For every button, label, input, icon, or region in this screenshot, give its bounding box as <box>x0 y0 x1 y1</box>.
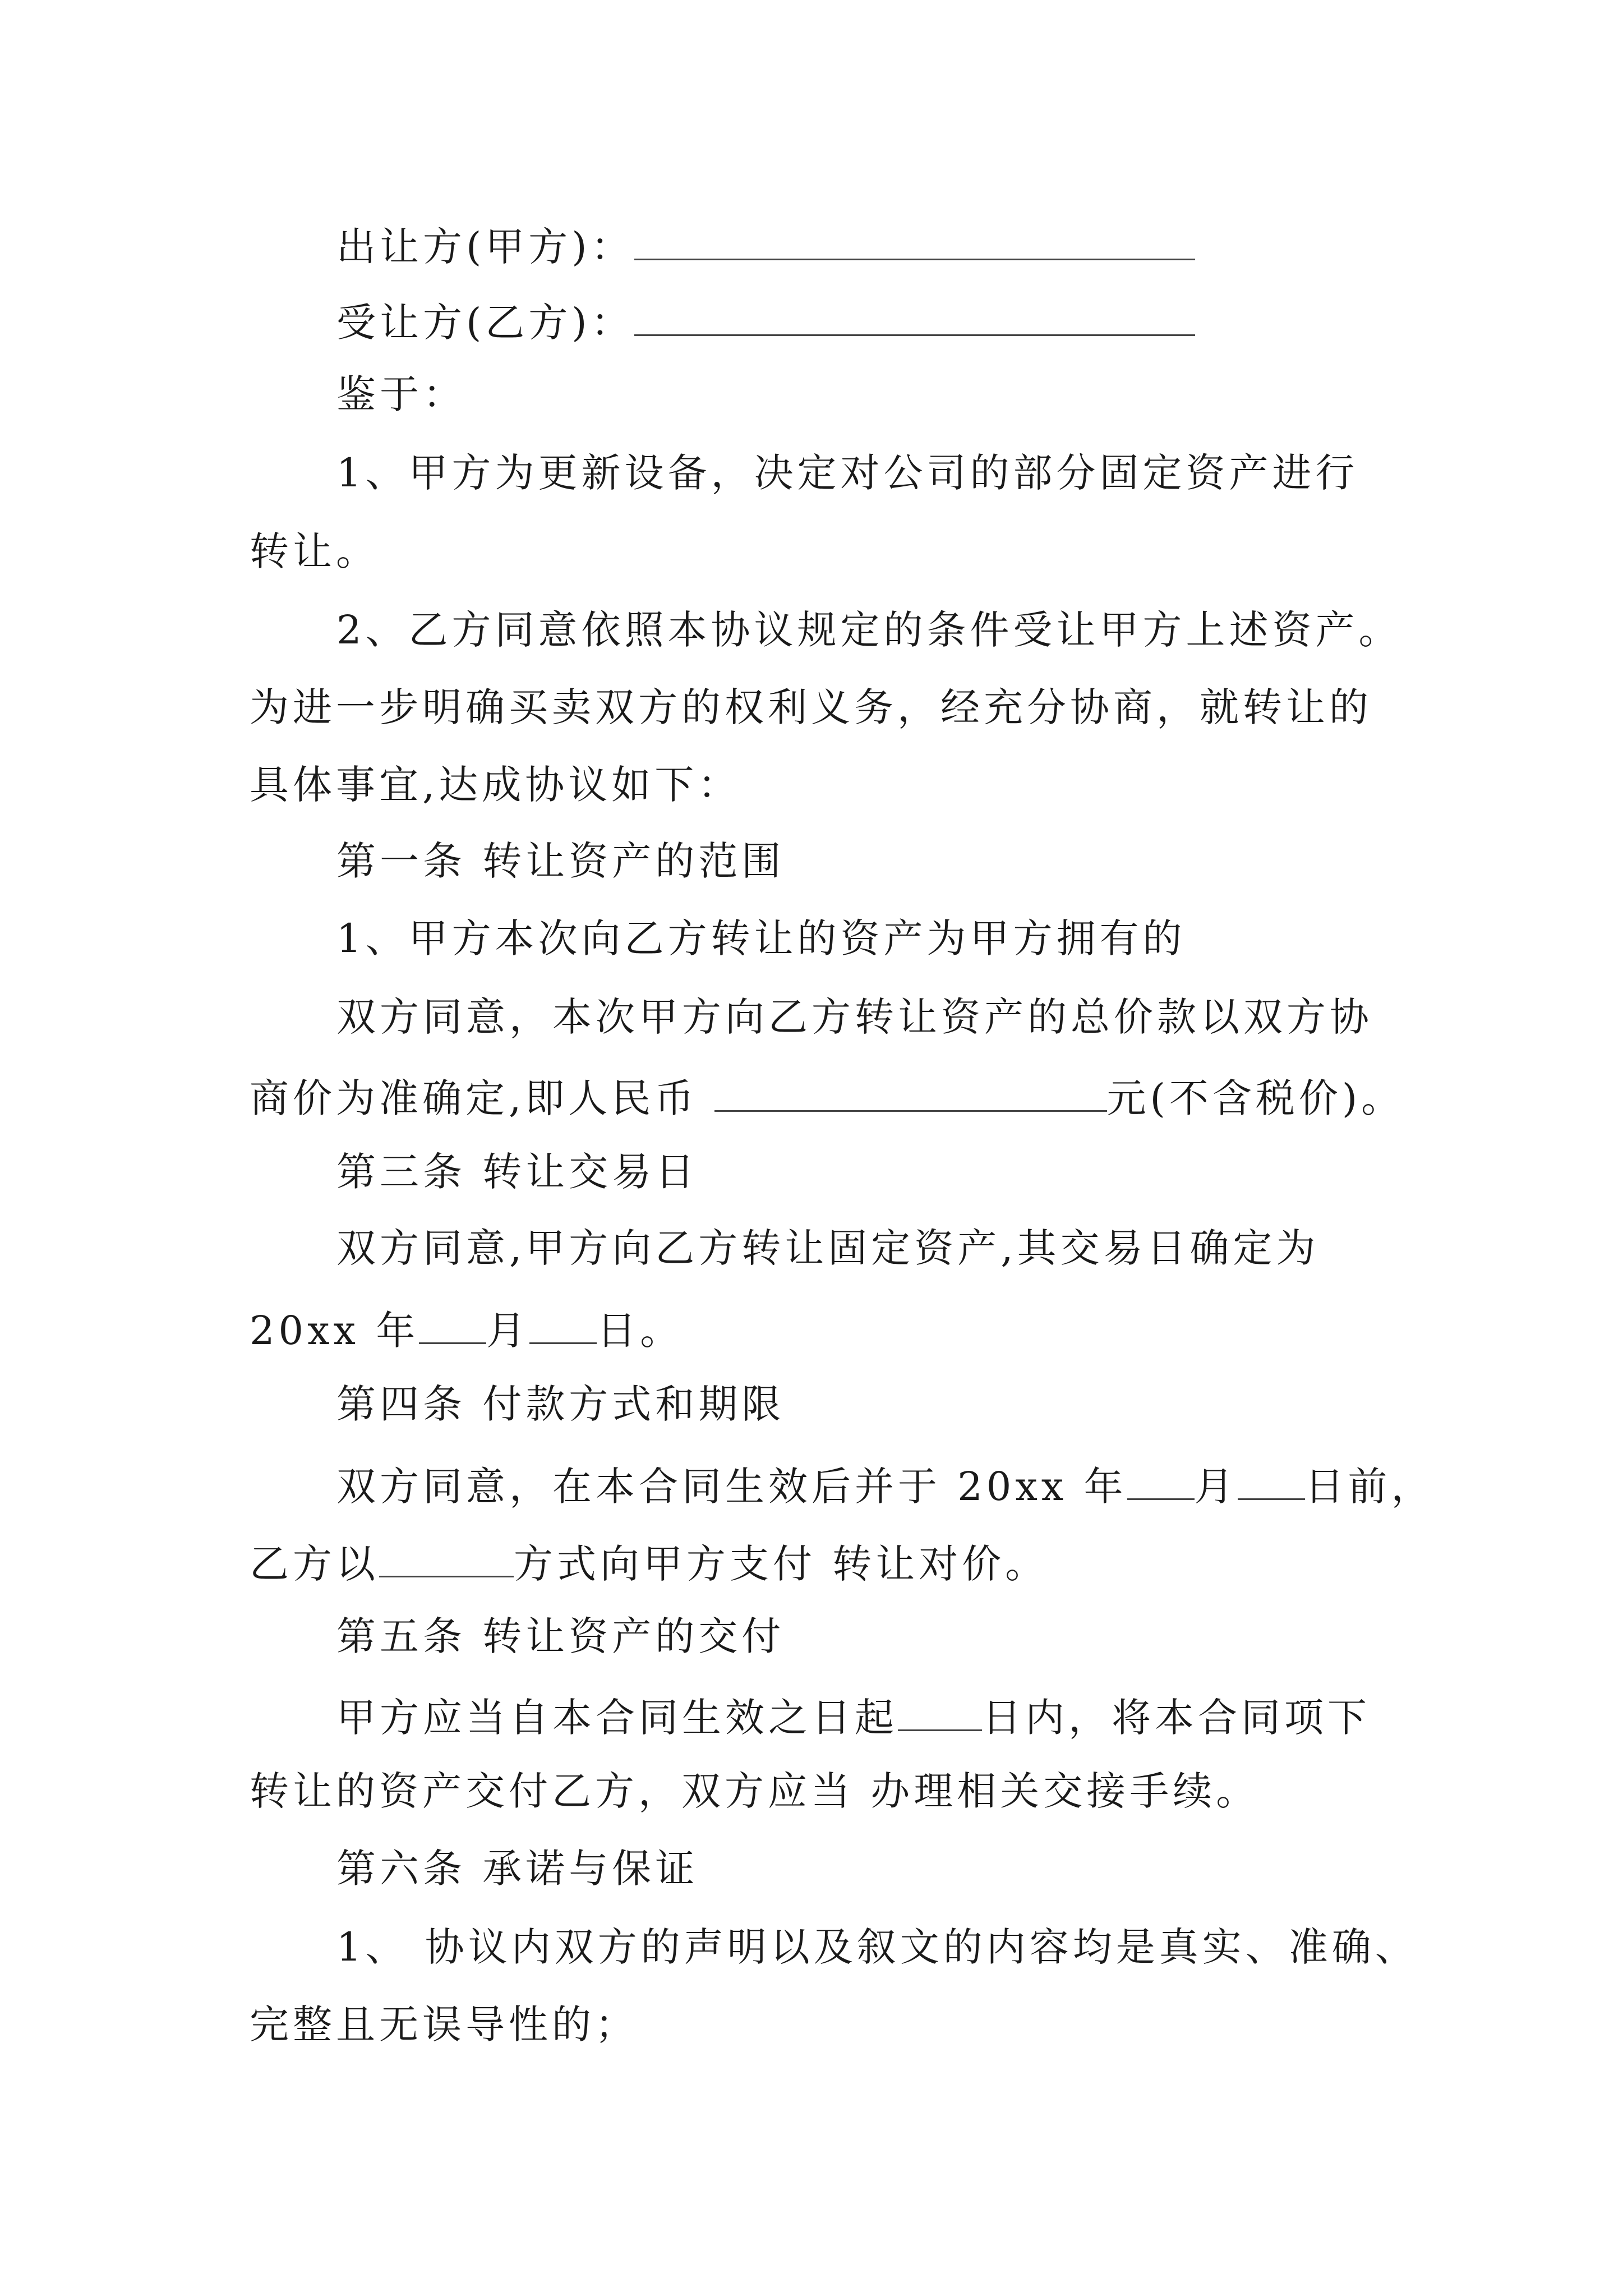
transferee-blank[interactable] <box>634 299 1195 336</box>
payment-method-label: 乙方以 <box>250 1541 379 1587</box>
trade-month-blank[interactable] <box>419 1307 486 1344</box>
price-line-2 <box>250 1075 1405 1121</box>
payment-day-label: 日前， <box>1304 1464 1435 1510</box>
article-6-title: 第六条 承诺与保证 <box>336 1846 699 1892</box>
whereas-heading: 鉴于： <box>336 371 466 417</box>
delivery-suffix: 日内，将本合同项下 <box>982 1695 1371 1741</box>
article-5-line-1 <box>336 1694 1371 1741</box>
recital-2-line-2: 为进一步明确买卖双方的权利义务，经充分协商，就转让的 <box>250 684 1372 730</box>
recital-2-line-3: 具体事宜,达成协议如下： <box>250 762 741 808</box>
payment-day-blank[interactable] <box>1238 1463 1305 1500</box>
trade-month-label: 月 <box>486 1308 530 1354</box>
trade-year: 20xx 年 <box>250 1308 419 1354</box>
payment-month-blank[interactable] <box>1127 1463 1195 1500</box>
price-blank[interactable] <box>714 1075 1107 1112</box>
delivery-text: 甲方应当自本合同生效之日起 <box>336 1695 898 1741</box>
article-4-title: 第四条 付款方式和期限 <box>336 1381 785 1427</box>
article-5-title: 第五条 转让资产的交付 <box>336 1613 785 1659</box>
article-4-line-2 <box>250 1540 1049 1587</box>
payment-deadline-text: 双方同意，在本合同生效后并于 20xx 年 <box>336 1464 1127 1510</box>
transferor-line <box>336 223 1195 270</box>
trade-day-blank[interactable] <box>529 1307 597 1344</box>
article-1-title: 第一条 转让资产的范围 <box>336 838 785 884</box>
transferee-line <box>336 299 1195 346</box>
payment-month-label: 月 <box>1194 1464 1238 1510</box>
article-6-item-1-line-2: 完整且无误导性的； <box>250 2001 638 2047</box>
transferee-label: 受让方(乙方)： <box>336 300 634 346</box>
article-5-line-2: 转让的资产交付乙方，双方应当 办理相关交接手续。 <box>250 1768 1260 1814</box>
recital-1-line-2: 转让。 <box>250 528 379 574</box>
delivery-days-blank[interactable] <box>898 1694 982 1731</box>
price-line-1: 双方同意，本次甲方向乙方转让资产的总价款以双方协 <box>336 994 1373 1040</box>
transferor-label: 出让方(甲方)： <box>336 224 634 270</box>
recital-2-line-1: 2、乙方同意依照本协议规定的条件受让甲方上述资产。 <box>336 607 1402 653</box>
article-3-title: 第三条 转让交易日 <box>336 1149 699 1195</box>
article-4-line-1 <box>336 1463 1435 1510</box>
article-1-item-1: 1、甲方本次向乙方转让的资产为甲方拥有的 <box>336 915 1186 961</box>
price-suffix: 元(不含税价)。 <box>1106 1075 1405 1121</box>
recital-1-line-1: 1、甲方为更新设备，决定对公司的部分固定资产进行 <box>336 450 1359 496</box>
transferor-blank[interactable] <box>634 223 1195 260</box>
payment-method-suffix: 方式向甲方支付 转让对价。 <box>514 1541 1049 1587</box>
article-3-line-2 <box>250 1307 684 1354</box>
payment-method-blank[interactable] <box>379 1540 514 1577</box>
article-6-item-1-line-1: 1、 协议内双方的声明以及叙文的内容均是真实、准确、 <box>336 1924 1418 1970</box>
trade-day-label: 日。 <box>597 1308 684 1354</box>
article-3-line-1: 双方同意,甲方向乙方转让固定资产,其交易日确定为 <box>336 1225 1320 1271</box>
price-label: 商价为准确定,即人民币 <box>250 1075 698 1121</box>
